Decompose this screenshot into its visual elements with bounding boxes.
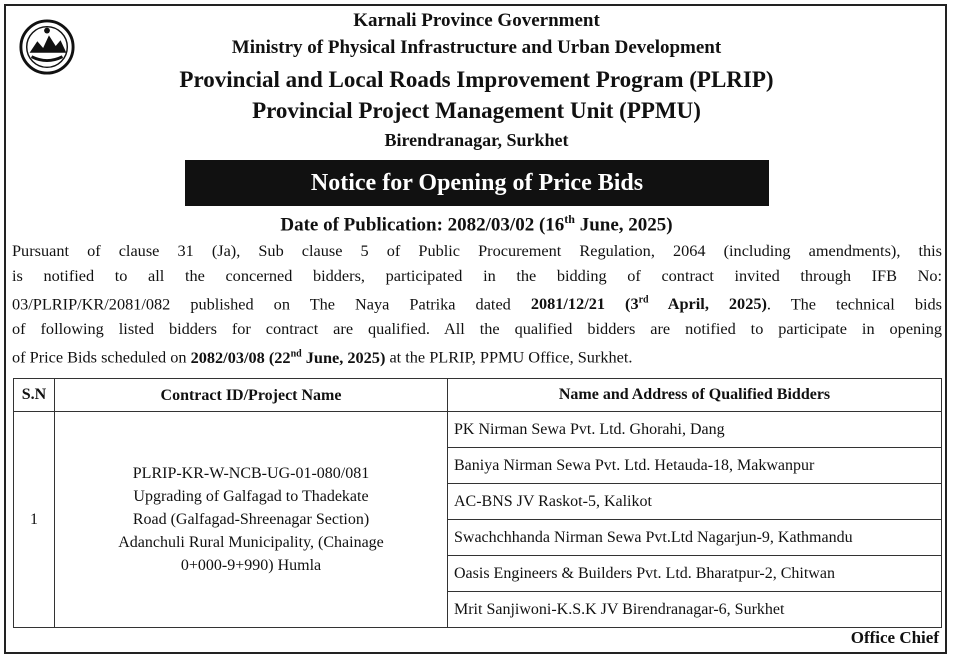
ifb-date-sup: rd bbox=[638, 295, 649, 306]
publication-date-main: Date of Publication: 2082/03/02 (16 bbox=[280, 214, 565, 236]
bidder-cell: Baniya Nirman Sewa Pvt. Ltd. Hetauda-18, Makwanpur bbox=[448, 448, 942, 484]
header-line-ministry: Ministry of Physical Infrastructure and Urban Development bbox=[231, 37, 722, 58]
bidder-cell: Oasis Engineers & Builders Pvt. Ltd. Bharatpur-2, Chitwan bbox=[448, 556, 942, 592]
notice-title-banner bbox=[185, 160, 769, 206]
opening-date-rest: June, 2025) bbox=[301, 347, 386, 367]
body-line-3d: . The technical bids bbox=[766, 294, 942, 314]
ifb-date bbox=[531, 294, 767, 313]
table-row bbox=[14, 412, 942, 448]
ifb-date-main: 2081/12/21 (3 bbox=[530, 294, 639, 314]
header-sn: S.N bbox=[14, 379, 55, 412]
header-bidders: Name and Address of Qualified Bidders bbox=[448, 379, 942, 412]
body-line-5d: at the PLRIP, PPMU Office, Surkhet. bbox=[385, 347, 633, 367]
publication-date-rest: June, 2025) bbox=[574, 214, 673, 236]
cell-project bbox=[55, 412, 448, 628]
header-line-address: Birendranagar, Surkhet bbox=[384, 130, 569, 150]
body-line-2: is notified to all the concerned bidders, participated in the bidding of contract invited through IFB No: bbox=[12, 266, 942, 285]
qualified-bidders-table bbox=[13, 378, 942, 628]
body-line-5a: of Price Bids scheduled on bbox=[12, 347, 191, 367]
table-header-row bbox=[14, 379, 942, 412]
project-id: PLRIP-KR-W-NCB-UG-01-080/081 bbox=[132, 465, 370, 482]
bidder-cell: PK Nirman Sewa Pvt. Ltd. Ghorahi, Dang bbox=[448, 412, 942, 448]
ifb-date-rest: April, 2025) bbox=[648, 294, 767, 314]
header-project: Contract ID/Project Name bbox=[55, 379, 448, 412]
header-line-government: Karnali Province Government bbox=[353, 10, 600, 31]
publication-date-sup: th bbox=[564, 212, 575, 226]
notice-title: Notice for Opening of Price Bids bbox=[310, 169, 644, 196]
opening-date-main: 2082/03/08 (22 bbox=[190, 347, 291, 367]
opening-date bbox=[191, 348, 386, 367]
body-line-5 bbox=[12, 341, 942, 369]
body-line-1: Pursuant of clause 31 (Ja), Sub clause 5 of Public Procurement Regulation, 2064 (including amendments), this bbox=[12, 241, 942, 260]
signature-office-chief: Office Chief bbox=[850, 628, 939, 647]
notice-body bbox=[12, 238, 942, 370]
cell-sn: 1 bbox=[14, 412, 55, 628]
publication-date bbox=[0, 212, 953, 236]
project-name-line: Road (Galfagad-Shreenagar Section) bbox=[132, 511, 370, 528]
bidder-cell: AC-BNS JV Raskot-5, Kalikot bbox=[448, 484, 942, 520]
project-name-line: 0+000-9+990) Humla bbox=[180, 557, 322, 574]
body-line-4: of following listed bidders for contract are qualified. All the qualified bidders are notified to participate in opening bbox=[12, 319, 942, 339]
body-line-3 bbox=[12, 288, 942, 316]
opening-date-sup: nd bbox=[290, 348, 302, 360]
header-line-program: Provincial and Local Roads Improvement Program (PLRIP) bbox=[179, 67, 774, 92]
project-name-line: Adanchuli Rural Municipality, (Chainage bbox=[118, 534, 384, 551]
bidder-cell: Mrit Sanjiwoni-K.S.K JV Birendranagar-6, Surkhet bbox=[448, 592, 942, 628]
header-line-unit: Provincial Project Management Unit (PPMU) bbox=[252, 98, 701, 123]
body-line-3a: 03/PLRIP/KR/2081/082 published on The Naya Patrika dated bbox=[12, 294, 531, 314]
bidder-cell: Swachchhanda Nirman Sewa Pvt.Ltd Nagarjun-9, Kathmandu bbox=[448, 520, 942, 556]
project-name-line: Upgrading of Galfagad to Thadekate bbox=[133, 488, 369, 505]
